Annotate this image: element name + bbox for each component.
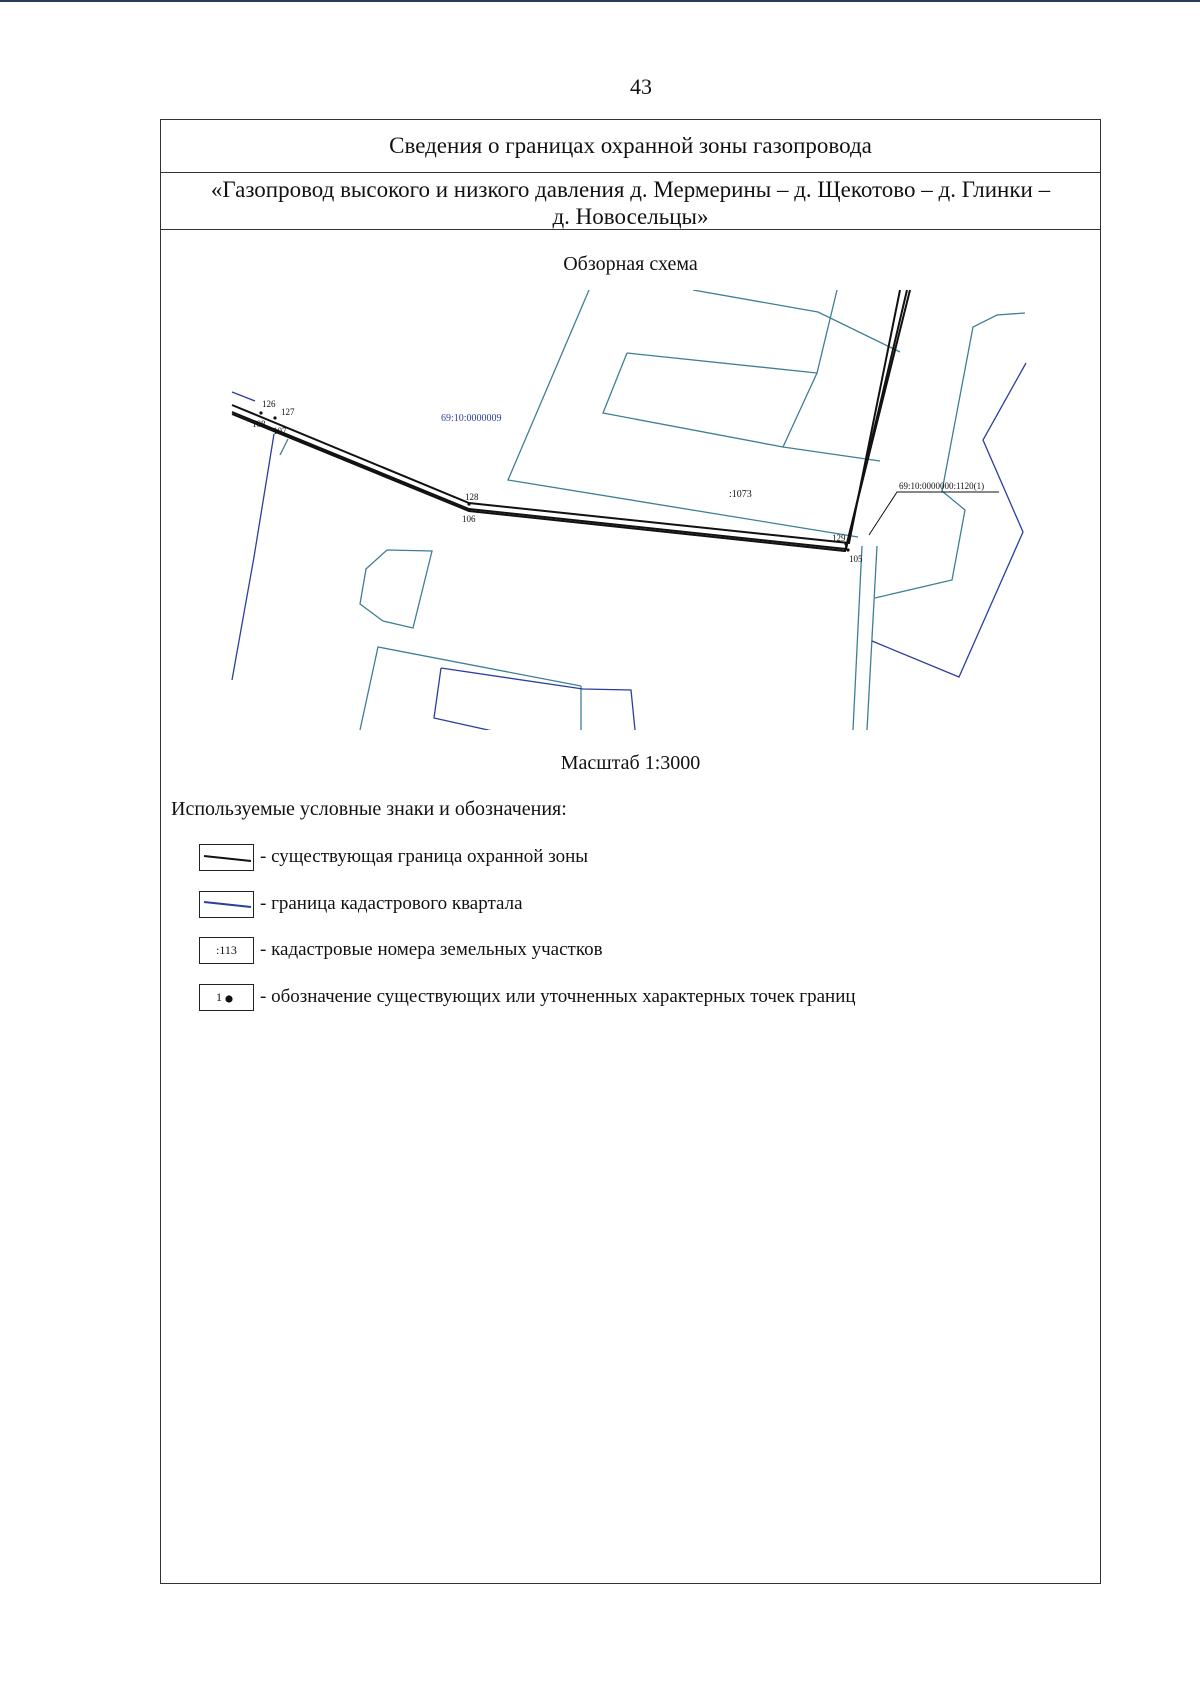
- parcel-boundary: [360, 647, 581, 730]
- parcel-boundary: [867, 546, 877, 730]
- point-label-126: 126: [262, 399, 276, 409]
- legend-label: - обозначение существующих или уточненных характерных точек границ: [260, 986, 856, 1007]
- legend-label: - граница кадастрового квартала: [260, 893, 523, 914]
- legend-symbol-point: [199, 984, 254, 1011]
- parcel-boundary: [627, 353, 817, 373]
- protection-zone-line: [232, 290, 900, 543]
- parcel-boundary: [783, 290, 880, 461]
- boundary-point: [846, 548, 849, 551]
- protection-zone-line: [232, 290, 907, 549]
- protection-zone-line: [232, 290, 910, 551]
- scale-label: Масштаб 1:3000: [560, 752, 701, 774]
- schema-title: Обзорная схема: [563, 253, 698, 275]
- legend-symbol-black-line: [199, 844, 254, 871]
- legend-item-points: [199, 982, 856, 1012]
- legend-symbol-blue-line: [199, 891, 254, 918]
- quarter-boundary: [872, 363, 1026, 677]
- boundary-point: [273, 416, 276, 419]
- point-label-129: 129: [832, 533, 846, 543]
- quarter-boundary: [232, 392, 255, 401]
- parcel-boundary: [280, 439, 288, 455]
- parcel-boundaries: [280, 290, 1025, 730]
- table-subtitle-line-1: «Газопровод высокого и низкого давления д. Мермерины – д. Щекотово – д. Глинки –: [210, 177, 1051, 202]
- legend-point-number: 1: [216, 989, 222, 1004]
- zone-label: 69:10:0000000:1120(1): [899, 481, 985, 491]
- quarter-boundary: [232, 434, 274, 680]
- parcel-boundary: [508, 290, 858, 537]
- info-frame: [160, 119, 1101, 1584]
- overview-map: [197, 290, 1067, 730]
- parcel-boundary: [693, 290, 900, 352]
- boundary-point: [467, 508, 470, 511]
- point-label-127: 127: [281, 407, 295, 417]
- table-title-row: [161, 120, 1100, 173]
- point-label-128: 128: [465, 492, 479, 502]
- parcel-boundary: [853, 546, 862, 730]
- point-label-108: 108: [252, 419, 266, 429]
- boundary-point: [467, 502, 470, 505]
- point-labels: [252, 399, 863, 564]
- legend-box-text: :113: [216, 942, 237, 957]
- protection-zone: [232, 290, 910, 551]
- legend-symbol-text-box: [199, 937, 254, 964]
- parcel-label: :1073: [729, 489, 752, 500]
- parcel-boundary: [875, 313, 1025, 598]
- point-label-105: 105: [849, 554, 863, 564]
- legend-item-quarter-boundary: [199, 889, 523, 919]
- parcel-boundary: [360, 550, 432, 628]
- legend-label: - существующая граница охранной зоны: [260, 846, 589, 867]
- point-label-107: 107: [273, 426, 287, 436]
- legend-item-parcel-numbers: [199, 935, 603, 965]
- table-subtitle-line-2: д. Новосельцы»: [552, 204, 709, 229]
- zone-callout-leader: [869, 492, 999, 535]
- boundary-point: [259, 411, 262, 414]
- legend-label: - кадастровые номера земельных участков: [260, 939, 603, 960]
- table-title: Сведения о границах охранной зоны газопровода: [389, 133, 872, 158]
- point-label-106: 106: [462, 514, 476, 524]
- table-subtitle-row: [161, 173, 1100, 230]
- zone-callout: [869, 492, 999, 535]
- legend-item-zone-boundary: [199, 842, 588, 872]
- characteristic-points: [259, 411, 849, 551]
- page-number: 43: [630, 74, 652, 99]
- quarter-label: 69:10:0000009: [441, 413, 502, 424]
- legend-heading: Используемые условные знаки и обозначения:: [171, 798, 567, 820]
- top-rule: [0, 0, 1200, 2]
